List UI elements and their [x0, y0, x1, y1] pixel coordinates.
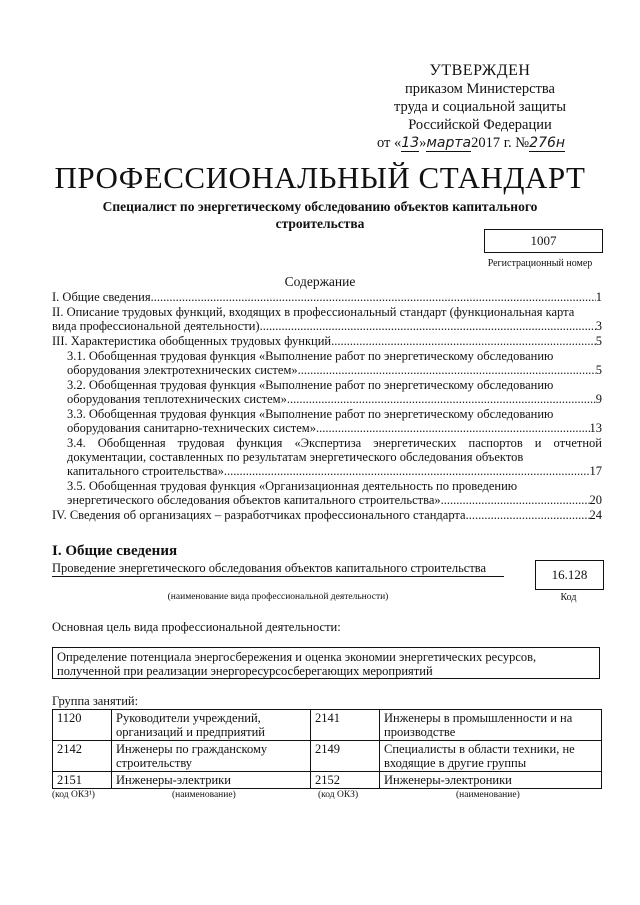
toc-item-text: 3.5. Обобщенная трудовая функция «Организационная деятельность по проведению	[67, 479, 518, 493]
toc-item-text-cont: оборудования электротехнических систем»	[67, 363, 298, 377]
document-subtitle: Специалист по энергетическому обследованию объектов капитального строительства	[102, 199, 538, 231]
handwritten-order-number: 276н	[529, 135, 566, 151]
caption-name-2: (наименование)	[456, 790, 520, 800]
approval-order-line	[377, 134, 575, 152]
activity-caption: (наименование вида профессиональной деятельности)	[167, 592, 389, 602]
activity-name: Проведение энергетического обследования объектов капитального строительства	[52, 561, 504, 577]
okz-code-cell: 2149	[311, 741, 380, 772]
approval-block	[377, 62, 575, 152]
toc-item-text-cont: капитального строительства»	[67, 464, 224, 478]
toc-item-1[interactable]	[52, 290, 602, 304]
occupation-name-cell: Специалисты в области техники, не входящие в другие группы	[380, 741, 602, 772]
section-title-general: I. Общие сведения	[52, 543, 178, 559]
handwritten-day: 13	[401, 135, 420, 151]
caption-okz-code-2: (код ОКЗ)	[318, 790, 359, 800]
toc-item-text-cont: оборудования санитарно-технических систем»	[67, 421, 316, 435]
approval-heading: УТВЕРЖДЕН	[429, 62, 531, 79]
activity-code-box: 16.128	[535, 560, 604, 590]
toc-item-text: 3.1. Обобщенная трудовая функция «Выполнение работ по энергетическому обследованию	[67, 349, 554, 363]
okz-code-cell: 2152	[311, 772, 380, 789]
toc-item-page: 3	[595, 319, 602, 333]
toc-item-3[interactable]	[52, 334, 602, 348]
handwritten-month: марта	[426, 135, 472, 151]
code-caption: Код	[560, 592, 577, 603]
toc-item-text-cont: вида профессиональной деятельности)	[52, 319, 260, 333]
toc-item-text: 3.2. Обобщенная трудовая функция «Выполнение работ по энергетическому обследованию	[67, 378, 554, 392]
toc-item-page: 24	[589, 508, 602, 522]
toc-item-text-cont: энергетического обследования объектов капитального строительства»	[67, 493, 441, 507]
toc-item-page: 5	[595, 363, 602, 377]
toc-item-3-3[interactable]	[67, 407, 602, 435]
toc-item-page: 17	[589, 464, 602, 478]
toc-item-page: 9	[595, 392, 602, 406]
approval-line-1: приказом Министерства	[405, 81, 555, 97]
toc-item-4[interactable]	[52, 508, 602, 522]
goal-label: Основная цель вида профессиональной деятельности:	[52, 620, 341, 634]
approval-line-3: Российской Федерации	[408, 117, 552, 133]
table-row	[53, 710, 602, 741]
okz-code-cell: 2151	[53, 772, 112, 789]
occupation-name-cell: Инженеры по гражданскому строительству	[112, 741, 311, 772]
occupation-name-cell: Инженеры-электроники	[380, 772, 602, 789]
okz-code-cell: 2141	[311, 710, 380, 741]
caption-name-1: (наименование)	[172, 790, 236, 800]
toc-item-page: 5	[595, 334, 602, 348]
approval-line-2: труда и социальной защиты	[394, 99, 566, 115]
toc-item-3-4[interactable]	[67, 436, 602, 478]
toc-item-3-5[interactable]	[67, 479, 602, 507]
registration-number-label: Регистрационный номер	[487, 258, 593, 269]
okz-code-cell: 2142	[53, 741, 112, 772]
occupation-group-label: Группа занятий:	[52, 694, 139, 708]
toc-item-text: III. Характеристика обобщенных трудовых функций	[52, 334, 332, 348]
okz-code-cell: 1120	[53, 710, 112, 741]
registration-number-box: 1007	[484, 229, 603, 253]
toc-item-text: II. Описание трудовых функций, входящих в профессиональный стандарт (функциональная карта	[52, 305, 575, 319]
toc-item-page: 13	[589, 421, 602, 435]
occupation-name-cell: Инженеры-электрики	[112, 772, 311, 789]
toc-item-text-cont: оборудования теплотехнических систем»	[67, 392, 287, 406]
occupation-table	[52, 709, 602, 789]
document-title: ПРОФЕССИОНАЛЬНЫЙ СТАНДАРТ	[54, 160, 586, 195]
toc-item-3-1[interactable]	[67, 349, 602, 377]
toc-item-text: IV. Сведения об организациях – разработчиках профессионального стандарта	[52, 508, 466, 522]
date-prefix: от «	[377, 135, 402, 151]
toc-item-text: 3.4. Обобщенная трудовая функция «Экспертиза энергетических паспортов и отчетной документации, составленных по результатам энергетического обследования объектов	[67, 436, 602, 464]
table-of-contents	[52, 290, 602, 523]
toc-item-3-2[interactable]	[67, 378, 602, 406]
caption-okz-code-1: (код ОКЗ¹)	[52, 790, 95, 800]
year-number: 2017 г. №	[471, 135, 530, 151]
toc-item-text: I. Общие сведения	[52, 290, 151, 304]
toc-item-2[interactable]	[52, 305, 602, 333]
table-row	[53, 772, 602, 789]
toc-item-page: 1	[595, 290, 602, 304]
toc-heading: Содержание	[284, 274, 356, 289]
occupation-name-cell: Руководители учреждений, организаций и предприятий	[112, 710, 311, 741]
date-mid: »	[419, 135, 427, 151]
occupation-name-cell: Инженеры в промышленности и на производстве	[380, 710, 602, 741]
goal-box: Определение потенциала энергосбережения и оценка экономии энергетических ресурсов, полученной при реализации энергоресурсосберегающих мероприятий	[52, 647, 600, 679]
toc-item-page: 20	[589, 493, 602, 507]
toc-item-text: 3.3. Обобщенная трудовая функция «Выполнение работ по энергетическому обследованию	[67, 407, 554, 421]
table-row	[53, 741, 602, 772]
